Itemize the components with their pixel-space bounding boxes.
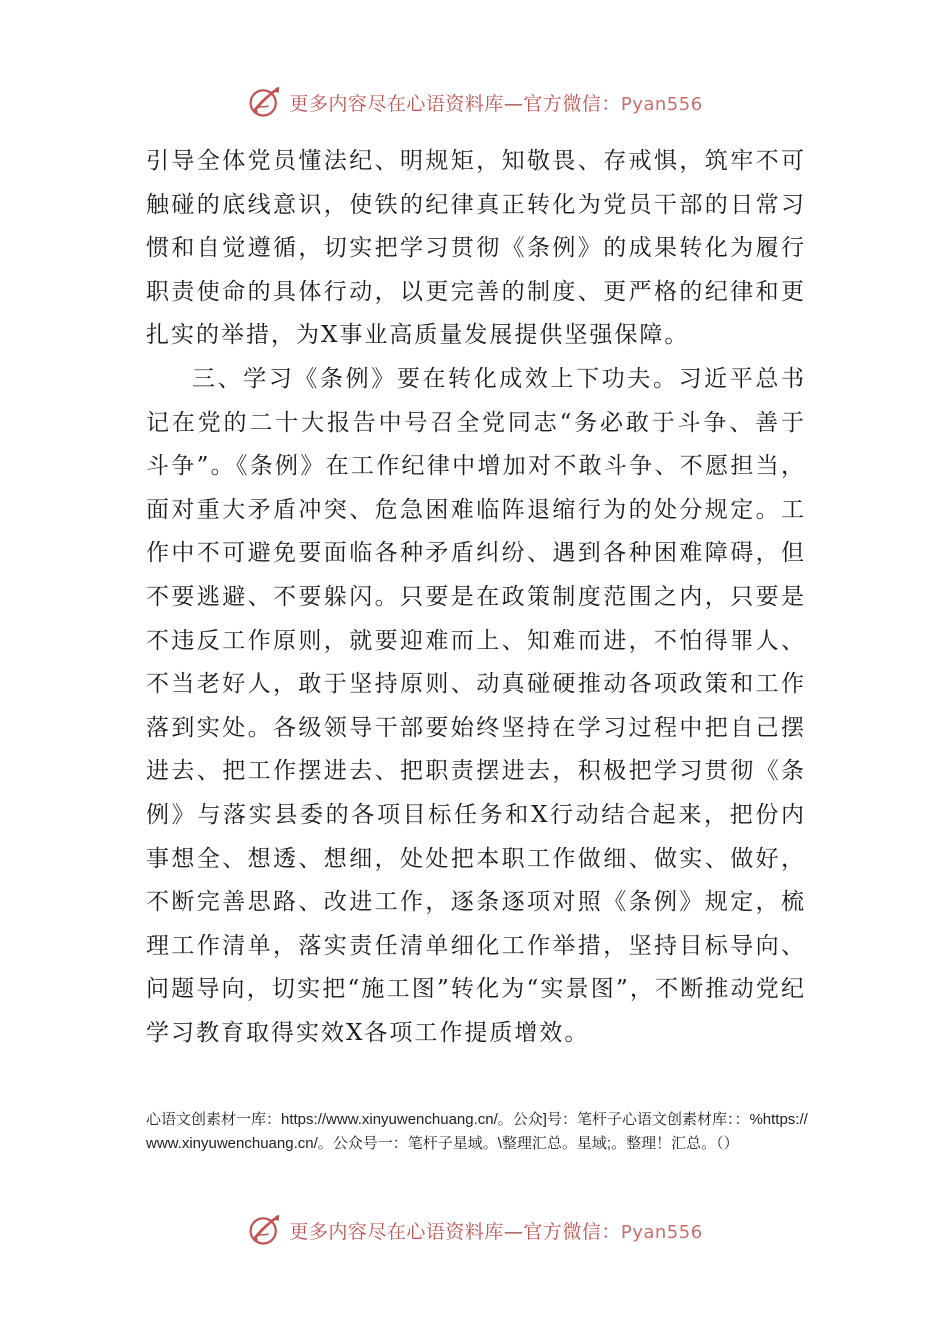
banner-wechat-label: 官方微信：	[523, 1220, 621, 1243]
banner-main-text: 更多内容尽在心语资料库	[289, 92, 504, 115]
document-body	[146, 140, 806, 1055]
banner-wechat-id: Pyan556	[620, 93, 703, 115]
body-paragraph-2: 三、学习《条例》要在转化成效上下功夫。习近平总书记在党的二十大报告中号召全党同志“务必敢于斗争、善于斗争”。《条例》在工作纪律中增加对不敢斗争、不愿担当，面对重大矛盾冲突、危急困难临阵退缩行为的处分规定。工作中不可避免要面临各种矛盾纠纷、遇到各种困难障碍，但不要逃避、不要躲闪。只要是在政策制度范围之内，只要是不违反工作原则，就要迎难而上、知难而进，不怕得罪人、不当老好人，敢于坚持原则、动真碰硬推动各项政策和工作落到实处。各级领导干部要始终坚持在学习过程中把自己摆进去、把工作摆进去、把职责摆进去，积极把学习贯彻《条例》与落实县委的各项目标任务和X行动结合起来，把份内事想全、想透、想细，处处把本职工作做细、做实、做好，不断完善思路、改进工作，逐条逐项对照《条例》规定，梳理工作清单，落实责任清单细化工作举措，坚持目标导向、问题导向，切实把“施工图”转化为“实景图”，不断推动党纪学习教育取得实效X各项工作提质增效。	[146, 365, 806, 1046]
source-footnote: 心语文创素材一库：https://www.xinyuwenchuang.cn/。公众]号：笔杆子心语文创素材库：：%https://www.xinyuwenchuang.cn/。公众号一：笔杆子星域。\整理汇总。星域;。整理！汇总。（）	[146, 1111, 808, 1152]
banner-text	[289, 1217, 702, 1244]
pen-logo-icon	[247, 84, 283, 120]
banner-separator: —	[503, 1220, 524, 1243]
header-banner	[0, 82, 950, 122]
banner-wechat-label: 官方微信：	[523, 92, 621, 115]
banner-wechat-id: Pyan556	[620, 1221, 703, 1243]
footer-banner	[0, 1210, 950, 1250]
banner-text	[289, 89, 702, 116]
banner-separator: —	[503, 92, 524, 115]
body-paragraph-1: 引导全体党员懂法纪、明规矩，知敬畏、存戒惧，筑牢不可触碰的底线意识，使铁的纪律真正转化为党员干部的日常习惯和自觉遵循，切实把学习贯彻《条例》的成果转化为履行职责使命的具体行动，以更完善的制度、更严格的纪律和更扎实的举措，为X事业高质量发展提供坚强保障。	[146, 148, 806, 349]
pen-logo-icon	[247, 1212, 283, 1248]
banner-main-text: 更多内容尽在心语资料库	[289, 1220, 504, 1243]
